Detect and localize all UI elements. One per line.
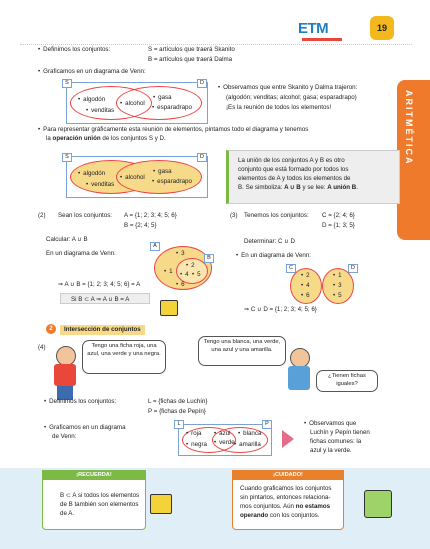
ex2-number: (2) (38, 212, 46, 219)
ex2-item: • 3 (176, 250, 185, 258)
ex4-defs-intro: • Definimos los conjuntos: (44, 398, 116, 406)
venn4-item: • roja (186, 430, 202, 438)
ex2-calc: Calcular: A ∪ B (46, 236, 88, 243)
speech-bubble-luchin: Tengo una ficha roja, una azul, una verde y una negra. (82, 340, 166, 374)
venn1-item: • gasa (153, 94, 172, 102)
ex2-venn-intro: En un diagrama de Venn: (46, 250, 116, 257)
side-tab-label: ARITMÉTICA (404, 90, 414, 166)
venn4-item: • negra (186, 441, 207, 449)
ex2-item: • 5 (192, 271, 201, 279)
venn1-label-d: D (197, 79, 207, 88)
ex2-item: • 4 (180, 271, 189, 279)
ex2-sets-intro: Sean los conjuntos: (58, 212, 113, 219)
ex3-item: • 4 (301, 282, 310, 290)
ex3-set-d: D = {1; 3; 5} (322, 222, 355, 229)
venn2-item: • alcohol (120, 174, 145, 182)
venn2-label-s: S (62, 153, 72, 162)
observe-line-3: ¡Es la reunión de todos los elementos! (226, 104, 332, 111)
robot-icon (150, 494, 172, 514)
header-divider (20, 44, 412, 45)
venn4-item: • blanca (238, 430, 261, 438)
page-number: 19 (370, 16, 394, 40)
brand-logo: ETM (298, 20, 329, 37)
ex2-set-a: A = {1; 2; 3; 4; 5; 6} (124, 212, 177, 219)
ex2-rule: Si B ⊂ A ⇒ A ∪ B = A (60, 293, 150, 304)
venn2-label-d: D (197, 153, 207, 162)
cuidado-line-1: Cuando graficamos los conjuntos (240, 485, 332, 492)
ex3-set-c: C = {2; 4; 6} (322, 212, 355, 219)
recuerda-line-3: de A. (60, 510, 75, 517)
ex4-venn-line-1: • Graficamos en un diagrama (44, 424, 126, 432)
ex3-item: • 6 (301, 292, 310, 300)
boy-body-icon (54, 364, 76, 386)
set-b-definition: B = artículos que traerá Dalma (148, 56, 233, 63)
ex2-item: • 2 (186, 262, 195, 270)
ex2-label-a: A (150, 242, 160, 251)
union-def-line-2: conjunto que está formado por todos los (238, 166, 349, 173)
union-intro-line-1: • Para representar gráficamente esta reunión de elementos, pintamos todo el diagrama y tenemos (38, 126, 308, 134)
cuidado-title: ¡CUIDADO! (232, 470, 344, 480)
venn2-item: • esparadrapo (152, 178, 192, 186)
recuerda-line-1: B ⊂ A si todos los elementos (60, 492, 140, 499)
ex4-set-p: P = {fichas de Pepín} (148, 408, 206, 415)
ex4-obs-line-3: fichas comunes: la (310, 438, 362, 445)
section-title: Intersección de conjuntos (60, 325, 145, 335)
ex3-venn-intro: • En un diagrama de Venn: (236, 252, 311, 260)
venn1-item: • algodón (78, 96, 105, 104)
ex3-label-c: C (286, 264, 296, 273)
set-s-definition: S = artículos que traerá Skanito (148, 46, 235, 53)
boy-head-icon (56, 346, 76, 366)
ex4-set-l: L = {fichas de Luchín} (148, 398, 208, 405)
speech-bubble-question: ¿Tienen fichas iguales? (316, 370, 378, 392)
ex3-item: • 5 (333, 292, 342, 300)
ex3-item: • 3 (333, 282, 342, 290)
cuidado-line-3: mos conjuntos. Aún no estamos (240, 503, 331, 510)
speech-bubble-pepin: Tengo una blanca, una verde, una azul y una amarilla. (198, 336, 286, 366)
union-def-line-1: La unión de los conjuntos A y B es otro (238, 157, 345, 164)
venn2-item: • gasa (153, 168, 172, 176)
robot-icon (160, 300, 178, 316)
recuerda-title: ¡RECUERDA! (42, 470, 146, 480)
cuidado-line-4: operando con los conjuntos. (240, 512, 320, 519)
venn4-label-l: L (174, 420, 184, 429)
section-number: 2 (46, 324, 56, 334)
recuerda-line-2: de B también son elementos (60, 501, 139, 508)
venn1-item: • esparadrapo (152, 104, 192, 112)
venn1-item: • venditas (86, 107, 114, 115)
ex2-item: • 6 (176, 281, 185, 289)
ex4-number: (4) (38, 344, 46, 351)
venn-intro: • Graficamos en un diagrama de Venn: (38, 68, 146, 76)
observe-line-1: • Observamos que entre Skanito y Dalma trajeron: (218, 84, 357, 92)
ex3-det: Determinar: C ∪ D (244, 238, 295, 245)
ex3-sets-intro: Tenemos los conjuntos: (244, 212, 309, 219)
ex2-result: ⇒ A ∪ B = {1; 2; 3; 4; 5; 6} = A (58, 281, 141, 288)
ex3-result: ⇒ C ∪ D = {1; 2; 3; 4; 5; 6} (244, 306, 317, 313)
arrow-right-icon (282, 430, 294, 448)
ex2-item: • 1 (164, 268, 173, 276)
ex3-item: • 1 (333, 272, 342, 280)
venn4-item: • amarilla (234, 441, 261, 449)
ex2-label-b: B (204, 254, 214, 263)
ex2-set-b: B = {2; 4; 5} (124, 222, 157, 229)
robot-icon (364, 490, 392, 518)
ex3-label-d: D (348, 264, 358, 273)
union-def-line-3: elementos de A y todos los elementos de (238, 175, 351, 182)
ex3-item: • 2 (301, 272, 310, 280)
ex4-venn-line-2: de Venn: (52, 433, 77, 440)
venn4-item: • azul (214, 430, 231, 438)
girl-head-icon (290, 348, 310, 368)
venn1-item: • alcohol (120, 100, 145, 108)
girl-body-icon (288, 366, 310, 390)
venn2-item: • algodón (78, 170, 105, 178)
venn4-item: • verde (214, 439, 235, 447)
union-def-line-4: B. Se simboliza: A ∪ B y se lee: A unión B. (238, 184, 358, 191)
venn4-label-p: P (262, 420, 272, 429)
ex4-obs-line-2: Luchín y Pepín tienen (310, 429, 370, 436)
venn1-label-s: S (62, 79, 72, 88)
ex3-number: (3) (230, 212, 238, 219)
observe-line-2: (algodón; venditas; alcohol; gasa; esparadrapo) (226, 94, 357, 101)
ex4-obs-line-4: azul y la verde. (310, 447, 352, 454)
venn2-item: • venditas (86, 181, 114, 189)
cuidado-line-2: sin pintarlos, entonces relaciona- (240, 494, 331, 501)
union-intro-line-2: la operación unión de los conjuntos S y D. (46, 135, 166, 142)
logo-underline (302, 38, 342, 41)
ex4-obs-line-1: • Observamos que (304, 420, 356, 428)
defs-intro: • Definimos los conjuntos: (38, 46, 110, 54)
